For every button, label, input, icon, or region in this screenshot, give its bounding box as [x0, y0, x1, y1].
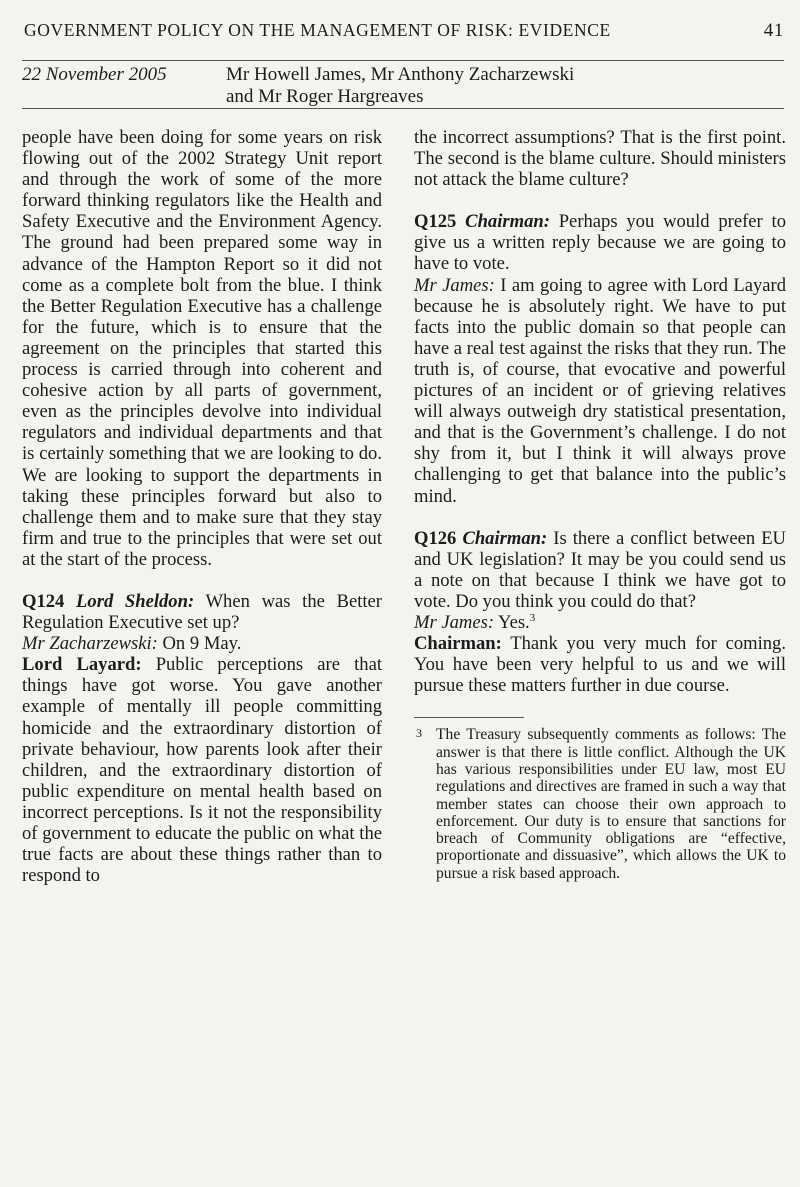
footnote-text: The Treasury subsequently comments as follows: The answer is that there is little conflict. Although the UK has various responsibilities under EU law, most EU regulations and directives are framed in such a way that member states can choose their own approach to enforcement. Our duty is to ensure that sanctions for breach of Community obligations are “effective, proportionate and dissuasive”, which allows the UK to pursue a risk based approach. — [436, 726, 786, 882]
question-124 — [22, 591, 382, 633]
speaker-mr-james: Mr James: — [414, 274, 495, 296]
speaker-lord-layard: Lord Layard: — [22, 654, 142, 676]
question-layard — [22, 654, 382, 886]
question-125 — [414, 211, 786, 274]
question-text: When was the Better Regulation Executive set up? — [22, 590, 382, 634]
answer-james-1 — [414, 275, 786, 507]
answer-zacharzewski — [22, 633, 382, 654]
question-number: Q126 — [414, 527, 457, 549]
answer-text: I am going to agree with Lord Layard because he is absolutely right. We have to put facts into the public domain so that people can have a real test against the risks that they run. The truth is, of course, that evocative and powerful pictures of an incident or of grieving relatives will always outweigh dry statistical presentation, and that is the Government’s challenge. I do not shy from it, but I think it will always prove challenging to get that balance into the public’s mind. — [414, 274, 787, 507]
answer-text: On 9 May. — [162, 633, 242, 655]
closing-remarks — [414, 633, 786, 696]
question-text: Perhaps you would prefer to give us a written reply because we are going to have to vote. — [414, 211, 787, 275]
speaker-chairman: Chairman: — [462, 527, 548, 549]
question-number: Q125 — [414, 211, 457, 233]
speaker-chairman: Chairman: — [414, 633, 502, 655]
question-text: Public perceptions are that things have got worse. You gave another example of mentally ill people committing homicide and the extraordinary distortion of private behaviour, how parents look after their children, and the extraordinary distortion of public expenditure on mental health based on incorrect perceptions. Is it not the responsibility of government to educate the public on what the true facts are about these things rather than to respond to — [22, 654, 383, 887]
question-number: Q124 — [22, 590, 65, 612]
question-text: Is there a conflict between EU and UK legislation? It may be you could send us a note on that because I think we have got to vote. Do you think you could do that? — [414, 527, 786, 612]
closing-text: Thank you very much for coming. You have been very helpful to us and we will pursue these matters further in due course. — [414, 633, 786, 697]
question-126 — [414, 528, 786, 612]
speaker-lord-sheldon: Lord Sheldon: — [76, 590, 195, 612]
speaker-mr-zacharzewski: Mr Zacharzewski: — [22, 633, 158, 655]
footnote-rule — [414, 717, 524, 718]
right-column — [414, 127, 786, 882]
footnote-mark: 3 — [416, 726, 422, 741]
left-column — [22, 127, 382, 907]
running-title: GOVERNMENT POLICY ON THE MANAGEMENT OF RISK: EVIDENCE — [24, 20, 611, 40]
answer-james-2 — [414, 612, 786, 633]
witnesses-heading — [226, 64, 574, 108]
speaker-chairman: Chairman: — [465, 211, 550, 233]
witnesses-line-1: Mr Howell James, Mr Anthony Zacharzewski — [226, 64, 575, 85]
running-header — [24, 20, 784, 41]
footnote-reference: 3 — [529, 611, 536, 624]
continued-question-paragraph: the incorrect assumptions? That is the first point. The second is the blame culture. Should ministers not attack the blame culture? — [414, 127, 786, 191]
footnote — [414, 726, 786, 882]
header-rule-top — [22, 60, 784, 61]
header-rule-bottom — [22, 108, 784, 109]
continued-answer-paragraph: people have been doing for some years on risk flowing out of the 2002 Strategy Unit report and through the work of some of the more forward thinking regulators like the Health and Safety Executive and the Environment Agency. The ground had been prepared some way in advance of the Hampton Report so it did not come as a complete bolt from the blue. I think the Better Regulation Executive has a challenge for the future, which is to ensure that the agreement on the principles that started this process is carried through into coherent and cohesive action by all parts of government, even as the principles devolve into individual regulators and individual departments and that is certainly something that we are looking to do. We are looking to support the departments in taking these principles forward but also to challenge them and to make sure that they stay firm and true to the principles that were set out at the start of the process. — [22, 127, 382, 570]
speaker-mr-james: Mr James: — [414, 611, 495, 633]
page-number: 41 — [763, 20, 784, 41]
hearing-date: 22 November 2005 — [22, 64, 167, 85]
witnesses-line-2: and Mr Roger Hargreaves — [226, 86, 424, 107]
answer-text: Yes. — [498, 611, 530, 633]
